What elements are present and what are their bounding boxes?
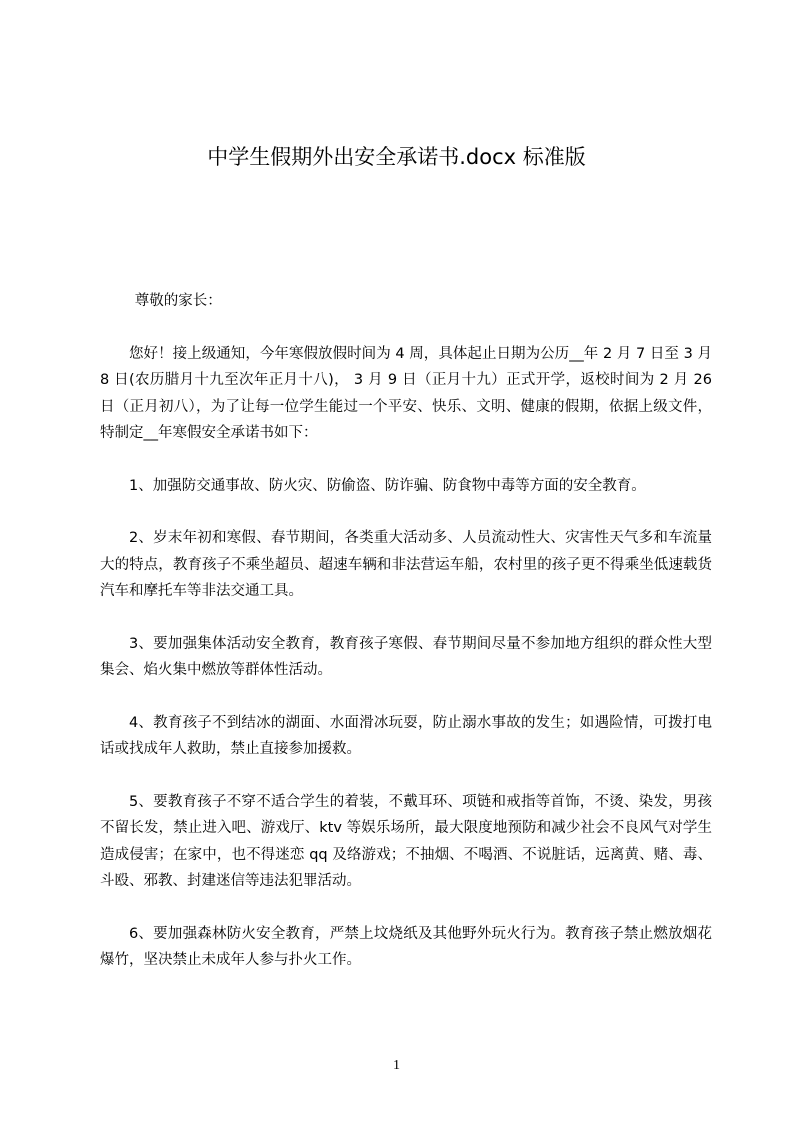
- paragraph-gap: [100, 605, 712, 631]
- paragraph-gap: [100, 684, 712, 710]
- paragraph-gap: [100, 447, 712, 473]
- document-title: 中学生假期外出安全承诺书.docx 标准版: [207, 145, 586, 169]
- paragraph-gap: [100, 499, 712, 525]
- paragraph-gap: [100, 895, 712, 921]
- salutation: 尊敬的家长：: [134, 293, 222, 309]
- paragraph-gap: [100, 315, 712, 341]
- intro-paragraph: 您好！接上级通知，今年寒假放假时间为 4 周，具体起止日期为公历__年 2 月 7 日至 3 月 8 日(农历腊月十九至次年正月十八)， 3 月 9 日（正月十九）正式开学，返校时间为 2 月 26 日（正月初八），为了让每一位学生能过一个平安、快乐、文明、健康的假期，依据上级文件，特制定__年寒假安全承诺书如下：: [100, 345, 712, 441]
- item-paragraph-2: 2、岁末年初和寒假、春节期间，各类重大活动多、人员流动性大、灾害性天气多和车流量大的特点，教育孩子不乘坐超员、超速车辆和非法营运车船，农村里的孩子更不得乘坐低速载货汽车和摩托车等非法交通工具。: [100, 530, 712, 599]
- item-paragraph-3: 3、要加强集体活动安全教育，教育孩子寒假、春节期间尽量不参加地方组织的群众性大型集会、焰火集中燃放等群体性活动。: [100, 635, 712, 678]
- item-paragraph-6: 6、要加强森林防火安全教育，严禁上坟烧纸及其他野外玩火行为。教育孩子禁止燃放烟花爆竹，坚决禁止未成年人参与扑火工作。: [100, 925, 712, 968]
- document-body: [100, 288, 712, 974]
- item-paragraph-4: 4、教育孩子不到结冰的湖面、水面滑冰玩耍，防止溺水事故的发生；如遇险情，可拨打电话或找成年人救助，禁止直接参加援救。: [100, 714, 712, 757]
- paragraph-gap: [100, 763, 712, 789]
- item-paragraph-1: 1、加强防交通事故、防火灾、防偷盗、防诈骗、防食物中毒等方面的安全教育。: [129, 477, 646, 494]
- page-number: 1: [393, 1058, 400, 1073]
- item-paragraph-5: 5、要教育孩子不穿不适合学生的着装，不戴耳环、项链和戒指等首饰，不烫、染发，男孩不留长发，禁止进入吧、游戏厅、ktv 等娱乐场所，最大限度地预防和减少社会不良风气对学生造成侵害；在家中，也不得迷恋 qq 及络游戏；不抽烟、不喝酒、不说脏话，远离黄、赌、毒、斗殴、邪教、封建迷信等违法犯罪活动。: [100, 793, 712, 889]
